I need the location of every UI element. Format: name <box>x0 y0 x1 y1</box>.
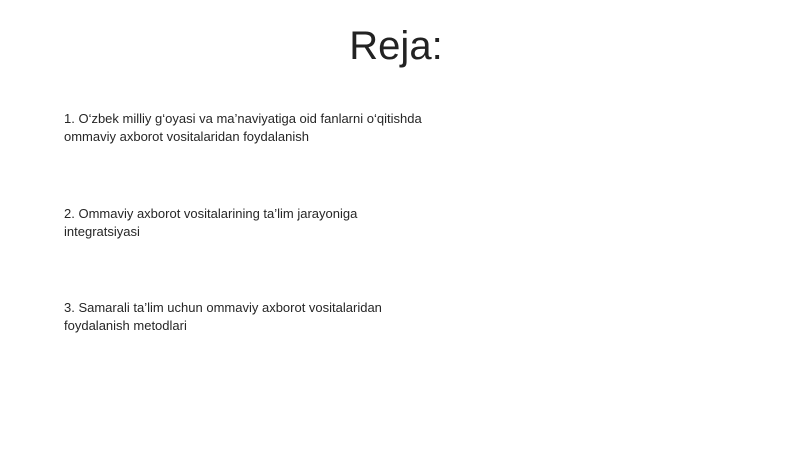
plan-item-2: 2. Ommaviy axborot vositalarining ta’lim jarayoniga integratsiyasi <box>64 206 358 239</box>
slide-title: Reja: <box>349 24 443 68</box>
plan-item-1: 1. O‘zbek milliy g‘oyasi va ma’naviyatiga oid fanlarni o‘qitishda ommaviy axborot vositalaridan foydalanish <box>64 111 422 144</box>
plan-item-3: 3. Samarali ta’lim uchun ommaviy axborot vositalaridan foydalanish metodlari <box>64 300 382 333</box>
